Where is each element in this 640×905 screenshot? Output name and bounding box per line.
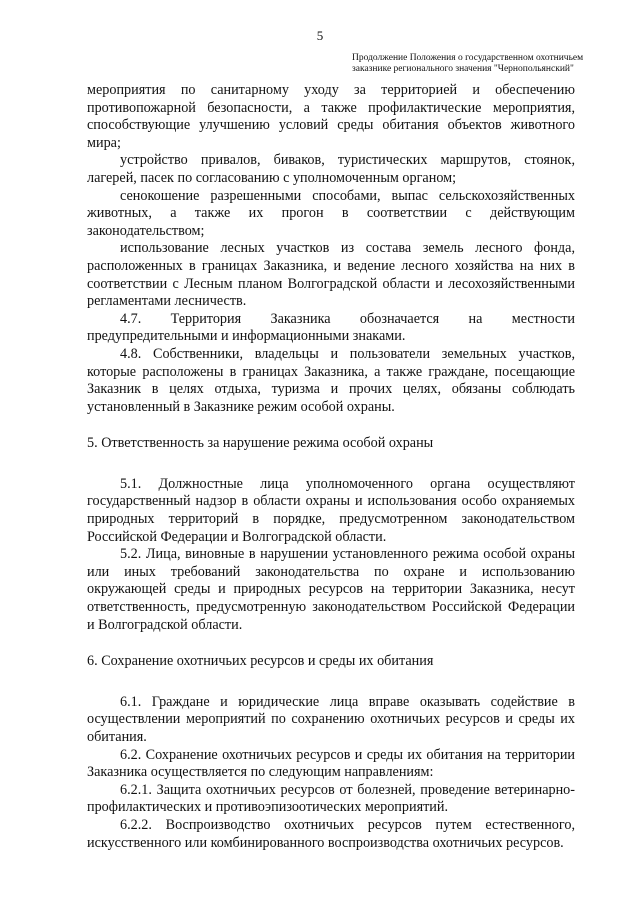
paragraph: 6.2. Сохранение охотничьих ресурсов и среды их обитания на территории Заказника осуществляется по следующим направлениям: <box>87 746 575 781</box>
page-number: 5 <box>316 28 324 43</box>
paragraph: сенокошение разрешенными способами, выпас сельскохозяйственных животных, а также их прогон в соответствии с действующим законодательством; <box>87 187 575 239</box>
section-heading: 6. Сохранение охотничьих ресурсов и среды их обитания <box>87 653 434 670</box>
paragraph: мероприятия по санитарному уходу за территорией и обеспечению противопожарной безопасности, а также профилактические мероприятия, способствующие улучшению условий среды обитания объектов животного мира; <box>87 82 575 151</box>
running-header-line: Продолжение Положения о государственном охотничьем <box>352 53 584 63</box>
paragraph: 5.1. Должностные лица уполномоченного органа осуществляют государственный надзор в области охраны и использования особо охраняемых природных территорий в порядке, предусмотренном законодательством Российской Федерации и Волгоградской области. <box>87 475 575 545</box>
paragraph: 6.1. Граждане и юридические лица вправе оказывать содействие в осуществлении мероприятий по сохранению охотничьих ресурсов и среды их обитания. <box>87 693 575 745</box>
paragraph: 6.2.2. Воспроизводство охотничьих ресурсов путем естественного, искусственного или комбинированного воспроизводства охотничьих ресурсов. <box>87 816 575 851</box>
paragraph: использование лесных участков из состава земель лесного фонда, расположенных в границах Заказника, и ведение лесного хозяйства на них в соответствии с Лесным планом Волгоградской области и лесохозяйственными регламентами лесничеств. <box>87 240 575 310</box>
paragraph: устройство привалов, биваков, туристических маршрутов, стоянок, лагерей, пасек по согласованию с уполномоченным органом; <box>87 152 575 186</box>
running-header <box>352 53 602 75</box>
document-body <box>87 82 575 852</box>
paragraph: 5.2. Лица, виновные в нарушении установленного режима особой охраны или иных требований законодательства по охране и использованию окружающей среды и природных ресурсов на территории Заказника, несут ответственность, предусмотренную законодательством Российской Федерации и Волгоградской области. <box>87 546 575 633</box>
paragraph: 6.2.1. Защита охотничьих ресурсов от болезней, проведение ветеринарно-профилактических и противоэпизоотических мероприятий. <box>87 781 575 816</box>
paragraph: 4.7. Территория Заказника обозначается на местности предупредительными и информационными знаками. <box>87 310 575 345</box>
paragraph: 4.8. Собственники, владельцы и пользователи земельных участков, которые расположены в границах Заказника, а также граждане, посещающие Заказник в целях отдыха, туризма и прочих целях, обязаны соблюдать установленный в Заказнике режим особой охраны. <box>87 345 575 415</box>
section-heading: 5. Ответственность за нарушение режима особой охраны <box>87 435 434 452</box>
running-header-line: заказнике регионального значения "Чернопольянский" <box>352 64 574 74</box>
